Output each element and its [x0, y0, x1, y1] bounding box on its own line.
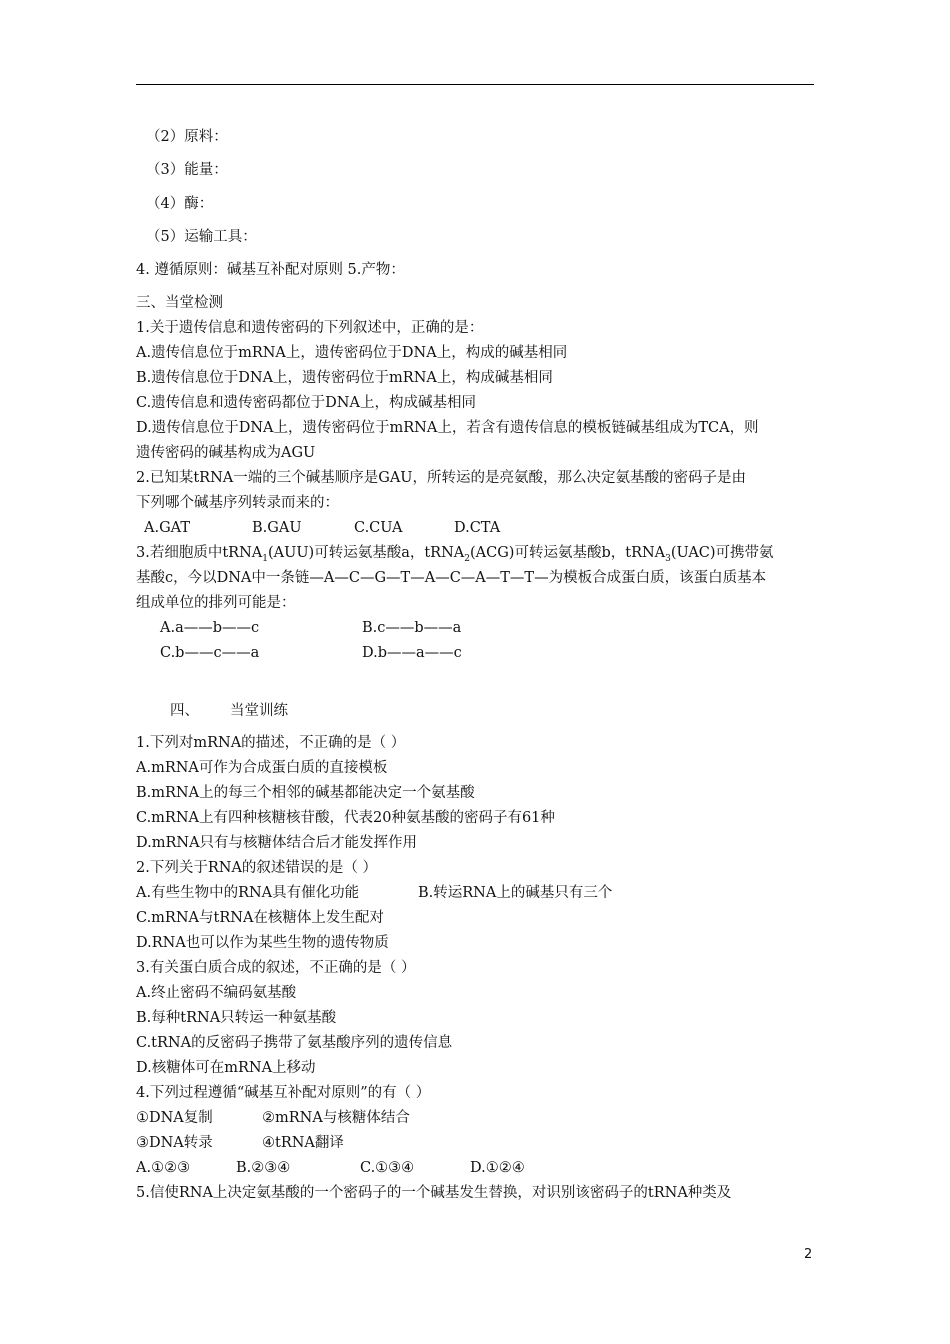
- q4-2-option-d: D.RNA也可以作为某些生物的遗传物质: [136, 935, 389, 951]
- q4-2-stem: 2.下列关于RNA的叙述错误的是（ ）: [136, 860, 378, 876]
- q3-1-stem: 1.关于遗传信息和遗传密码的下列叙述中，正确的是：: [136, 320, 484, 336]
- q4-5-stem: 5.信使RNA上决定氨基酸的一个密码子的一个碱基发生替换，对识别该密码子的tRNA种类及: [136, 1185, 732, 1201]
- q3-2-option-d: D.CTA: [454, 520, 501, 536]
- q4-4-option-c: C.①③④: [360, 1160, 415, 1176]
- q3-2-option-a: A.GAT: [144, 520, 191, 536]
- transport-tool-line: （5）运输工具：: [146, 229, 257, 245]
- header-rule: [136, 84, 814, 85]
- q3-3-option-a: A.a——b——c: [160, 620, 260, 636]
- q4-4-option-d: D.①②④: [470, 1160, 525, 1176]
- q4-4-item-3: ③DNA转录: [136, 1135, 213, 1151]
- q3-3-stem-line1: 3.若细胞质中tRNA$_1$(AUU)可转运氨基酸a，tRNA$_2$(ACG)可转运氨基酸b，tRNA$_3$(UAC)可携带氨: [136, 545, 774, 564]
- q3-3-option-b: B.c——b——a: [362, 620, 462, 636]
- q3-3-option-c: C.b——c——a: [160, 645, 260, 661]
- raw-materials-line: （2）原料：: [146, 129, 228, 145]
- section-3-heading: 三、当堂检测: [136, 295, 223, 311]
- section-4-heading-number: 四、: [170, 703, 199, 719]
- q4-4-option-b: B.②③④: [236, 1160, 291, 1176]
- q4-1-option-c: C.mRNA上有四种核糖核苷酸，代表20种氨基酸的密码子有61种: [136, 810, 555, 826]
- principle-product-line: 4. 遵循原则：碱基互补配对原则 5.产物：: [136, 262, 405, 278]
- q3-3-stem-line2: 基酸c，今以DNA中一条链—A—C—G—T—A—C—A—T—T—为模板合成蛋白质，该蛋白质基本: [136, 570, 767, 586]
- q4-4-stem: 4.下列过程遵循“碱基互补配对原则”的有（ ）: [136, 1085, 431, 1101]
- q4-2-option-a: A.有些生物中的RNA具有催化功能: [136, 885, 360, 901]
- q4-2-option-c: C.mRNA与tRNA在核糖体上发生配对: [136, 910, 384, 926]
- q3-1-option-a: A.遗传信息位于mRNA上，遗传密码位于DNA上，构成的碱基相同: [136, 345, 568, 361]
- q3-3-stem-line3: 组成单位的排列可能是：: [136, 595, 296, 611]
- q4-1-option-a: A.mRNA可作为合成蛋白质的直接模板: [136, 760, 388, 776]
- q4-3-stem: 3.有关蛋白质合成的叙述，不正确的是（ ）: [136, 960, 416, 976]
- q3-3-option-d: D.b——a——c: [362, 645, 462, 661]
- q3-1-option-d-line2: 遗传密码的碱基构成为AGU: [136, 445, 316, 461]
- page-number: 2: [804, 1247, 813, 1262]
- q4-4-item-1: ①DNA复制: [136, 1110, 213, 1126]
- q3-2-stem-line1: 2.已知某tRNA一端的三个碱基顺序是GAU，所转运的是亮氨酸，那么决定氨基酸的密码子是由: [136, 470, 747, 486]
- q4-1-option-b: B.mRNA上的每三个相邻的碱基都能决定一个氨基酸: [136, 785, 475, 801]
- section-4-heading-text: 当堂训练: [230, 703, 288, 719]
- q3-2-stem-line2: 下列哪个碱基序列转录而来的：: [136, 495, 339, 511]
- q4-3-option-a: A.终止密码不编码氨基酸: [136, 985, 297, 1001]
- q3-1-option-b: B.遗传信息位于DNA上，遗传密码位于mRNA上，构成碱基相同: [136, 370, 553, 386]
- q4-3-option-c: C.tRNA的反密码子携带了氨基酸序列的遗传信息: [136, 1035, 453, 1051]
- q4-4-item-4: ④tRNA翻译: [262, 1135, 344, 1151]
- q4-4-option-a: A.①②③: [136, 1160, 191, 1176]
- q4-1-stem: 1.下列对mRNA的描述，不正确的是（ ）: [136, 735, 406, 751]
- q4-3-option-d: D.核糖体可在mRNA上移动: [136, 1060, 316, 1076]
- q4-4-item-2: ②mRNA与核糖体结合: [262, 1110, 410, 1126]
- q4-2-option-b: B.转运RNA上的碱基只有三个: [418, 885, 613, 901]
- q3-1-option-c: C.遗传信息和遗传密码都位于DNA上，构成碱基相同: [136, 395, 476, 411]
- q3-2-option-b: B.GAU: [252, 520, 302, 536]
- energy-line: （3）能量：: [146, 162, 228, 178]
- q3-1-option-d-line1: D.遗传信息位于DNA上，遗传密码位于mRNA上，若含有遗传信息的模板链碱基组成为TCA，则: [136, 420, 759, 436]
- q3-2-option-c: C.CUA: [354, 520, 403, 536]
- q4-3-option-b: B.每种tRNA只转运一种氨基酸: [136, 1010, 337, 1026]
- q4-1-option-d: D.mRNA只有与核糖体结合后才能发挥作用: [136, 835, 418, 851]
- enzyme-line: （4）酶：: [146, 196, 214, 212]
